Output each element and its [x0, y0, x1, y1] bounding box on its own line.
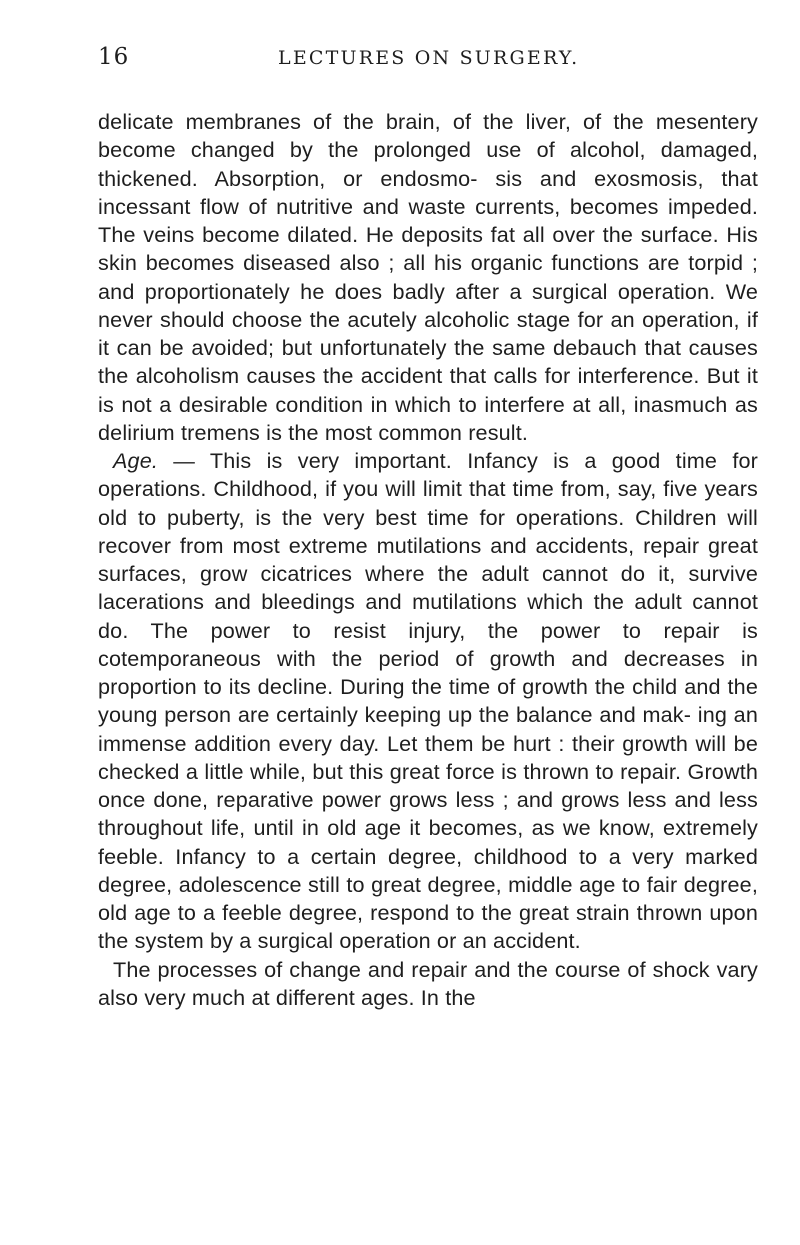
paragraph-3: The processes of change and repair and the course of shock vary also very much at different ages. In the — [98, 956, 758, 1010]
body-text — [98, 108, 758, 1012]
paragraph-2 — [98, 447, 758, 956]
running-title: LECTURES ON SURGERY. — [278, 47, 580, 69]
paragraph-1: delicate membranes of the brain, of the liver, of the mesentery become changed by the prolonged use of alcohol, damaged, thickened. Absorption, or endosmo- sis and exosmosis, that incessant flow of nutritive and waste currents, becomes impeded. The veins become dilated. He deposits fat all over the surface. His skin becomes diseased also ; all his organic functions are torpid ; and proportionately he does badly after a surgical operation. We never should choose the acutely alcoholic stage for an operation, if it can be avoided; but unfortunately the same debauch that causes the alcoholism causes the accident that calls for interference. But it is not a desirable condition in which to interfere at all, inasmuch as delirium tremens is the most common result. — [98, 109, 758, 445]
running-head — [98, 44, 758, 78]
page-number: 16 — [98, 44, 130, 70]
paragraph-2-text: — This is very important. Infancy is a good time for operations. Childhood, if you will limit that time from, say, five years old to puberty, is the very best time for operations. Children will recover from most extreme mutilations and accidents, repair great surfaces, grow cicatrices where the adult cannot do it, survive lacerations and bleedings and mutilations which the adult cannot do. The power to resist injury, the power to repair is cotemporaneous with the period of growth and decreases in proportion to its decline. During the time of growth the child and the young person are certainly keeping up the balance and mak- ing an immense addition every day. Let them be hurt : their growth will be checked a little while, but this great force is thrown to repair. Growth once done, reparative power grows less ; and grows less and less throughout life, until in old age it becomes, as we know, extremely feeble. Infancy to a certain degree, childhood to a very marked degree, adolescence still to great degree, middle age to fair degree, old age to a feeble degree, respond to the great strain thrown upon the system by a surgical operation or an accident. — [98, 448, 758, 954]
paragraph-2-heading: Age. — [113, 448, 159, 473]
